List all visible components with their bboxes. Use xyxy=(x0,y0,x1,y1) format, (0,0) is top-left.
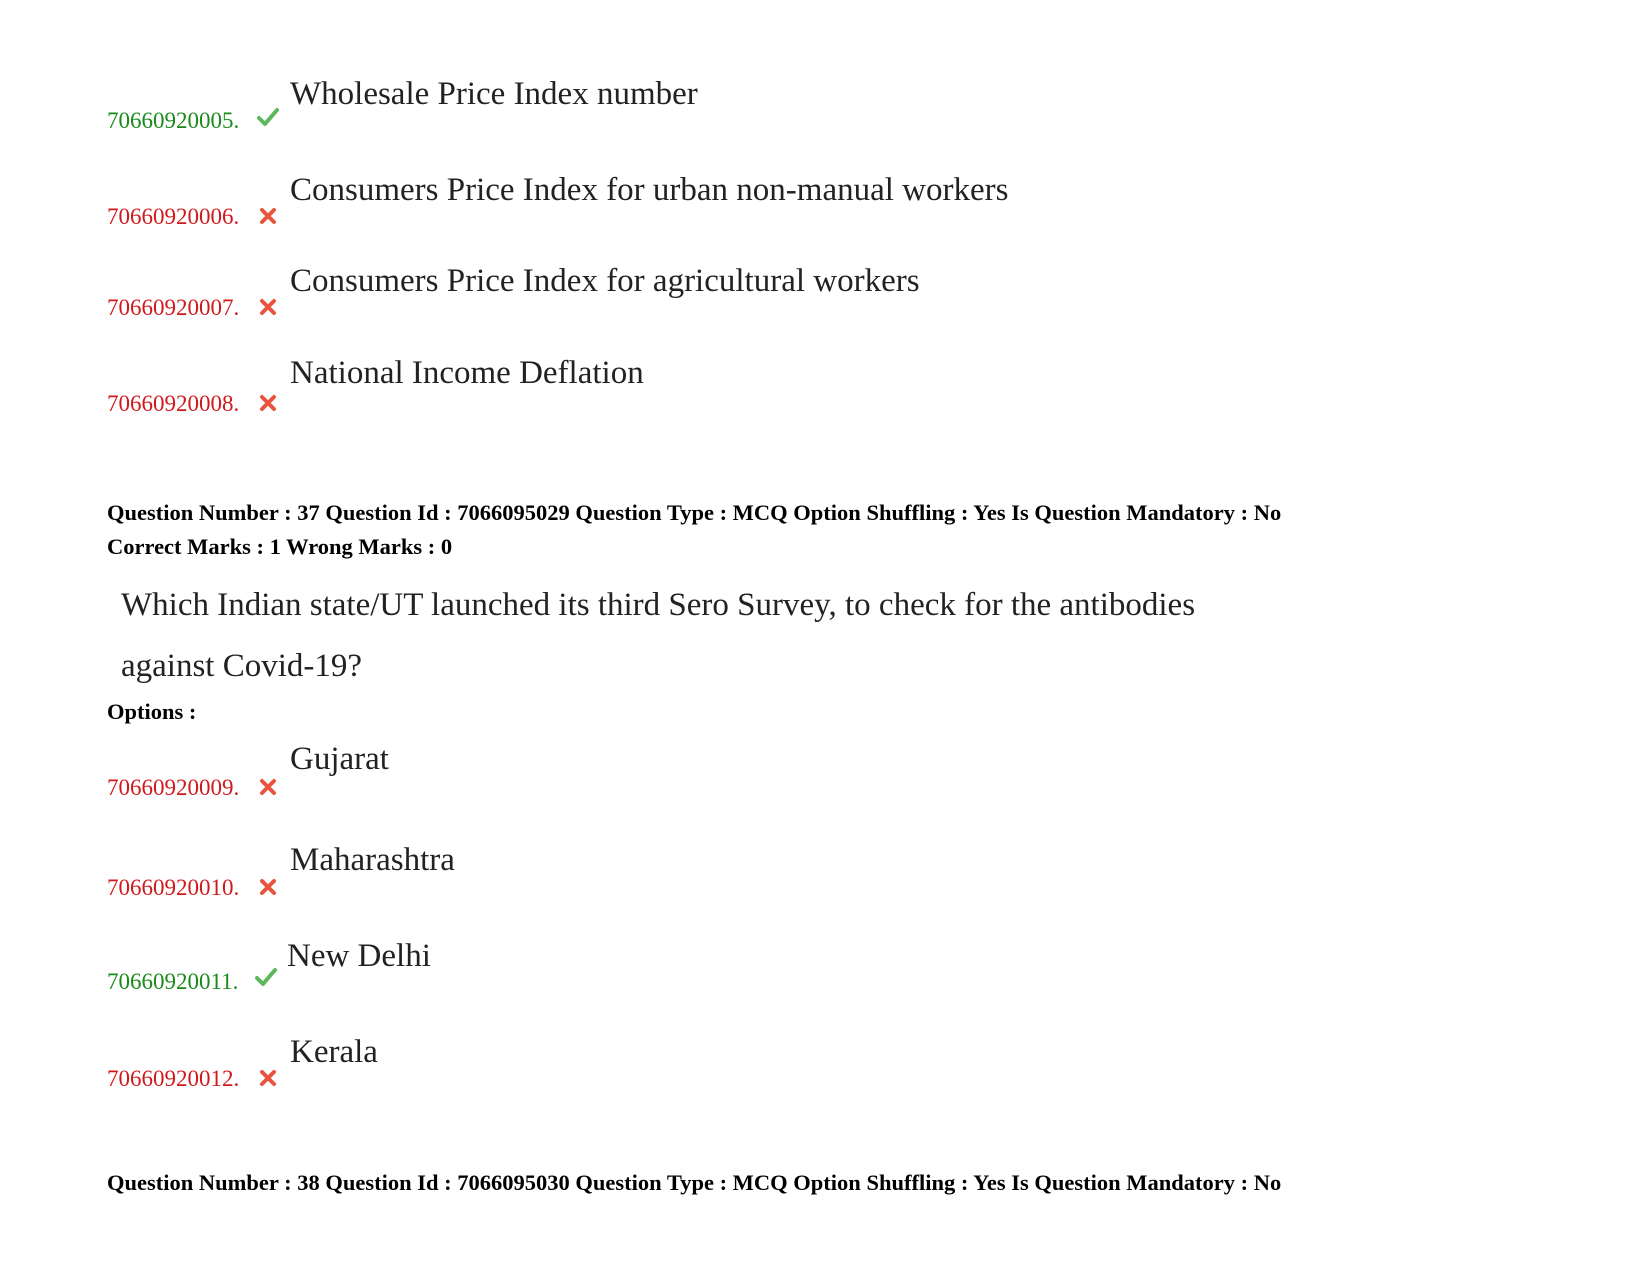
option-text: Kerala xyxy=(290,1034,378,1070)
option-text: New Delhi xyxy=(287,938,431,974)
cross-icon xyxy=(257,296,279,318)
option-text: Consumers Price Index for urban non-manual workers xyxy=(290,172,1009,208)
cross-icon xyxy=(257,776,279,798)
option-text: Wholesale Price Index number xyxy=(290,76,698,112)
cross-icon xyxy=(257,1067,279,1089)
option-id: 70660920005. xyxy=(107,108,240,133)
option-text: Maharashtra xyxy=(290,842,455,878)
option-text: Gujarat xyxy=(290,741,389,777)
cross-icon xyxy=(257,876,279,898)
check-icon xyxy=(255,966,277,988)
option-id: 70660920010. xyxy=(107,875,240,900)
question-meta: Question Number : 38 Question Id : 7066095030 Question Type : MCQ Option Shuffling : Yes Is Question Mandatory : No xyxy=(107,1170,1282,1195)
cross-icon xyxy=(257,392,279,414)
options-label: Options : xyxy=(107,699,197,724)
option-id: 70660920009. xyxy=(107,775,240,800)
option-text: Consumers Price Index for agricultural workers xyxy=(290,263,920,299)
cross-icon xyxy=(257,205,279,227)
option-id: 70660920012. xyxy=(107,1066,240,1091)
option-id: 70660920008. xyxy=(107,391,240,416)
option-id: 70660920007. xyxy=(107,295,240,320)
question-meta: Question Number : 37 Question Id : 7066095029 Question Type : MCQ Option Shuffling : Yes Is Question Mandatory : No xyxy=(107,500,1282,525)
question-text-line: against Covid-19? xyxy=(121,648,363,684)
question-text-line: Which Indian state/UT launched its third Sero Survey, to check for the antibodies xyxy=(121,587,1196,623)
option-id: 70660920006. xyxy=(107,204,240,229)
option-id: 70660920011. xyxy=(107,969,239,994)
marks-meta: Correct Marks : 1 Wrong Marks : 0 xyxy=(107,534,453,559)
check-icon xyxy=(257,106,279,128)
option-text: National Income Deflation xyxy=(290,355,644,391)
